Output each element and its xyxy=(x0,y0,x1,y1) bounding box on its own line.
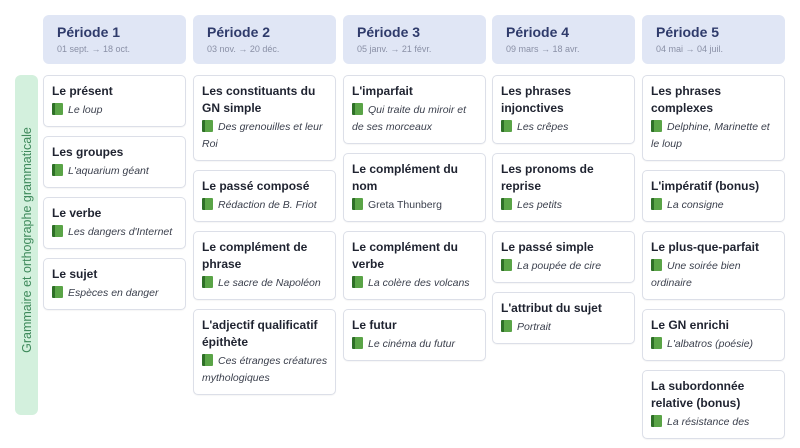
lesson-card[interactable] xyxy=(642,231,785,300)
lesson-text: La poupée de cire xyxy=(517,260,602,272)
lesson-card[interactable] xyxy=(492,231,635,283)
book-icon xyxy=(651,198,662,210)
lesson-card[interactable] xyxy=(492,75,635,144)
period-title: Période 5 xyxy=(656,24,720,40)
book-icon xyxy=(651,259,662,271)
lesson-text: L'albatros (poésie) xyxy=(667,338,754,350)
lesson-card[interactable] xyxy=(492,292,635,344)
lesson-title: L'impératif (bonus) xyxy=(651,179,760,193)
book-icon xyxy=(352,276,363,288)
lesson-title: Le sujet xyxy=(52,267,98,281)
lesson-text: Le sacre de Napoléon xyxy=(218,277,321,289)
lesson-text: Le cinéma du futur xyxy=(368,338,455,350)
lesson-text: Rédaction de B. Friot xyxy=(218,199,317,211)
lesson-title: Les phrases complexes xyxy=(651,84,722,115)
lesson-card[interactable] xyxy=(193,231,336,300)
period-dates: 04 mai → 04 juil. xyxy=(656,44,724,54)
period-column-4 xyxy=(492,75,635,353)
period-dates: 05 janv. → 21 févr. xyxy=(357,44,432,54)
lesson-card[interactable] xyxy=(43,197,186,249)
lesson-card[interactable] xyxy=(642,170,785,222)
lesson-text: La consigne xyxy=(667,199,724,211)
book-icon xyxy=(501,320,512,332)
book-icon xyxy=(52,103,63,115)
lesson-text: Le loup xyxy=(68,104,103,116)
lesson-text: Qui traite du miroir et de ses morceaux xyxy=(352,104,467,133)
lesson-title: Les pronoms de reprise xyxy=(501,162,594,193)
book-icon xyxy=(52,164,63,176)
book-icon xyxy=(352,103,363,115)
lesson-text: Les petits xyxy=(517,199,562,211)
lesson-title: Le présent xyxy=(52,84,113,98)
lesson-card[interactable] xyxy=(343,153,486,222)
book-icon xyxy=(501,259,512,271)
category-sidebar xyxy=(15,75,38,415)
book-icon xyxy=(651,337,662,349)
lesson-card[interactable] xyxy=(492,153,635,222)
book-icon xyxy=(651,120,662,132)
lesson-card[interactable] xyxy=(43,258,186,310)
lesson-title: Le plus-que-parfait xyxy=(651,240,760,254)
period-title: Période 4 xyxy=(506,24,570,40)
period-column-1 xyxy=(43,75,186,319)
lesson-text: Delphine, Marinette et le loup xyxy=(651,121,770,150)
lesson-title: Le passé composé xyxy=(202,179,310,193)
category-label: Grammaire et orthographe grammaticale xyxy=(19,127,34,353)
book-icon xyxy=(501,198,512,210)
lesson-title: Le passé simple xyxy=(501,240,594,254)
lesson-text: La résistance des xyxy=(667,416,750,428)
period-title: Période 2 xyxy=(207,24,271,40)
lesson-text: Les crêpes xyxy=(517,121,569,133)
period-column-5 xyxy=(642,75,785,448)
lesson-title: Les constituants du GN simple xyxy=(202,84,316,115)
book-icon xyxy=(202,120,213,132)
lesson-text: Une soirée bien ordinaire xyxy=(651,260,741,289)
lesson-title: Le complément de phrase xyxy=(202,240,308,271)
book-icon xyxy=(52,286,63,298)
period-dates: 01 sept. → 18 oct. xyxy=(57,44,131,54)
lesson-card[interactable] xyxy=(642,309,785,361)
lesson-title: Les phrases injonctives xyxy=(501,84,572,115)
period-title: Période 3 xyxy=(357,24,421,40)
lesson-title: La subordonnée relative (bonus) xyxy=(651,379,745,410)
lesson-text: Portrait xyxy=(517,321,551,333)
lesson-title: Le verbe xyxy=(52,206,102,220)
book-icon xyxy=(501,120,512,132)
lesson-title: Le complément du nom xyxy=(352,162,459,193)
book-icon xyxy=(352,198,363,210)
lesson-text: Ces étranges créatures mythologiques xyxy=(202,355,328,384)
period-dates: 03 nov. → 20 déc. xyxy=(207,44,280,54)
lesson-card[interactable] xyxy=(642,370,785,439)
book-icon xyxy=(202,198,213,210)
lesson-card[interactable] xyxy=(43,136,186,188)
lesson-text: Les dangers d'Internet xyxy=(68,226,173,238)
lesson-text: Des grenouilles et leur Roi xyxy=(202,121,323,150)
book-icon xyxy=(52,225,63,237)
lesson-text: Greta Thunberg xyxy=(368,199,442,211)
lesson-title: Le futur xyxy=(352,318,397,332)
period-header-1[interactable] xyxy=(43,15,186,64)
book-icon xyxy=(651,415,662,427)
lesson-text: L'aquarium géant xyxy=(68,165,149,177)
lesson-card[interactable] xyxy=(193,309,336,395)
lesson-text: La colère des volcans xyxy=(368,277,470,289)
lesson-title: Le GN enrichi xyxy=(651,318,730,332)
period-header-4[interactable] xyxy=(492,15,635,64)
lesson-card[interactable] xyxy=(343,231,486,300)
lesson-title: L'imparfait xyxy=(352,84,413,98)
lesson-card[interactable] xyxy=(193,170,336,222)
lesson-card[interactable] xyxy=(193,75,336,161)
period-dates: 09 mars → 18 avr. xyxy=(506,44,580,54)
lesson-title: Le complément du verbe xyxy=(352,240,459,271)
period-header-5[interactable] xyxy=(642,15,785,64)
period-column-2 xyxy=(193,75,336,404)
period-title: Période 1 xyxy=(57,24,121,40)
lesson-text: Espèces en danger xyxy=(68,287,159,299)
lesson-card[interactable] xyxy=(343,309,486,361)
book-icon xyxy=(352,337,363,349)
period-header-2[interactable] xyxy=(193,15,336,64)
book-icon xyxy=(202,354,213,366)
period-header-3[interactable] xyxy=(343,15,486,64)
lesson-title: Les groupes xyxy=(52,145,124,159)
lesson-card[interactable] xyxy=(642,75,785,161)
book-icon xyxy=(202,276,213,288)
lesson-card[interactable] xyxy=(343,75,486,144)
lesson-title: L'adjectif qualificatif épithète xyxy=(202,318,318,349)
lesson-card[interactable] xyxy=(43,75,186,127)
period-column-3 xyxy=(343,75,486,370)
lesson-title: L'attribut du sujet xyxy=(501,301,602,315)
